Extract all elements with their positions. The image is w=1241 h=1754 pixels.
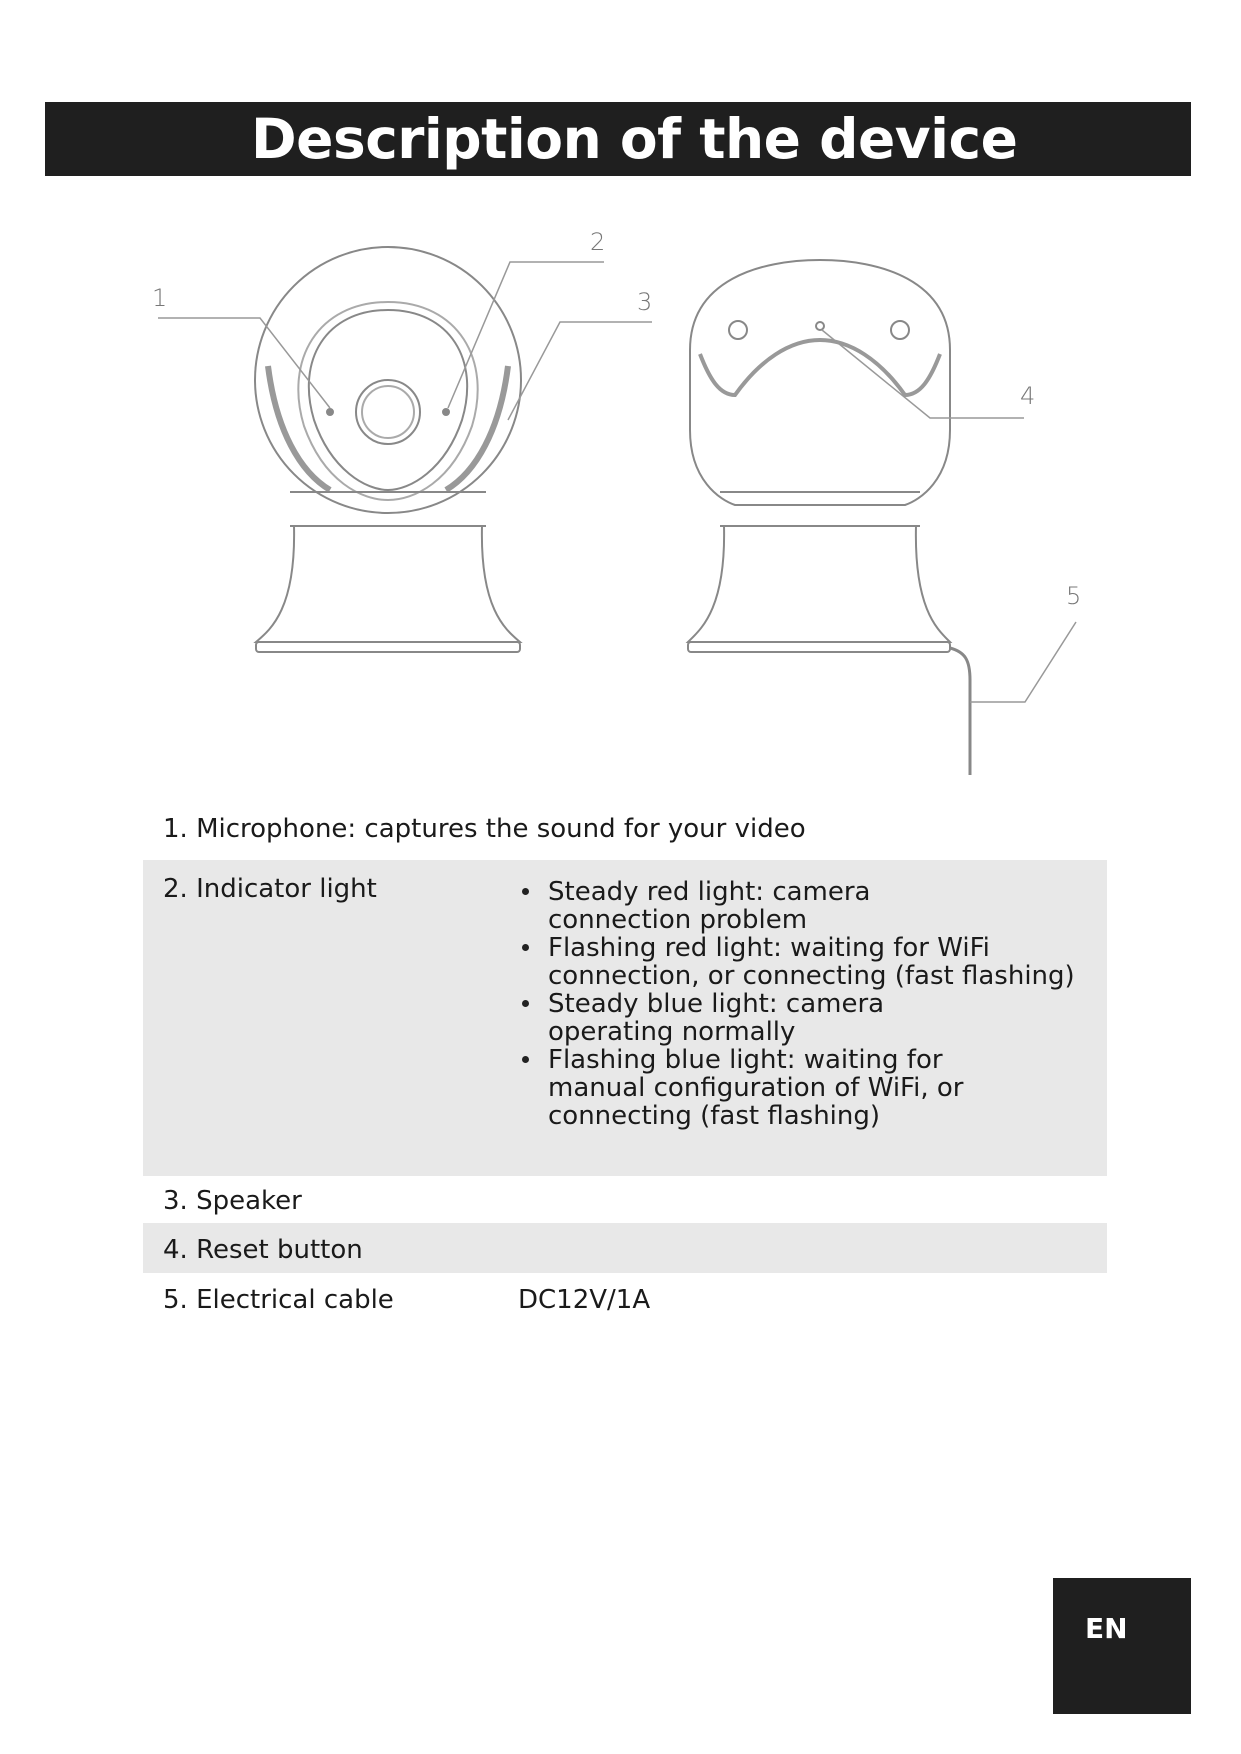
front-camera-face xyxy=(309,310,467,490)
callout-5: 5 xyxy=(1066,582,1082,610)
list-item: Steady blue light: camera operating normally xyxy=(518,990,988,1046)
indicator-states-list xyxy=(518,878,1118,1130)
item-reset-button xyxy=(143,1223,1107,1273)
item-speaker xyxy=(143,1176,1107,1223)
callout-1: 1 xyxy=(152,284,168,312)
power-cable xyxy=(950,648,970,775)
item-label: 5. Electrical cable xyxy=(163,1285,394,1315)
front-camera-base xyxy=(256,526,520,642)
item-value: DC12V/1A xyxy=(518,1285,651,1315)
item-label: 3. Speaker xyxy=(163,1186,302,1216)
item-indicator-light xyxy=(143,860,1107,1176)
language-label: EN xyxy=(1085,1612,1128,1645)
item-label: 4. Reset button xyxy=(163,1235,363,1265)
front-camera-lens xyxy=(356,380,420,444)
item-label: 2. Indicator light xyxy=(163,874,377,904)
list-item: Flashing blue light: waiting for manual configuration of WiFi, or connecting (fast flashing) xyxy=(518,1046,1018,1130)
callout-3: 3 xyxy=(637,288,653,316)
language-tab xyxy=(1053,1578,1191,1714)
callout-2: 2 xyxy=(590,228,606,256)
back-camera-head xyxy=(690,260,950,505)
item-electrical-cable xyxy=(143,1273,1107,1320)
callout-4: 4 xyxy=(1020,382,1036,410)
description-table xyxy=(143,814,1107,1320)
back-camera-base xyxy=(688,526,950,642)
list-item: Flashing red light: waiting for WiFi connection, or connecting (fast flashing) xyxy=(518,934,1118,990)
item-label: 1. Microphone: captures the sound for your video xyxy=(163,814,806,844)
camera-illustration xyxy=(0,190,1241,790)
device-diagram xyxy=(0,190,1241,790)
item-microphone xyxy=(143,814,1107,848)
page-title: Description of the device xyxy=(251,107,1018,171)
list-item: Steady red light: camera connection problem xyxy=(518,878,988,934)
title-bar xyxy=(45,102,1191,176)
